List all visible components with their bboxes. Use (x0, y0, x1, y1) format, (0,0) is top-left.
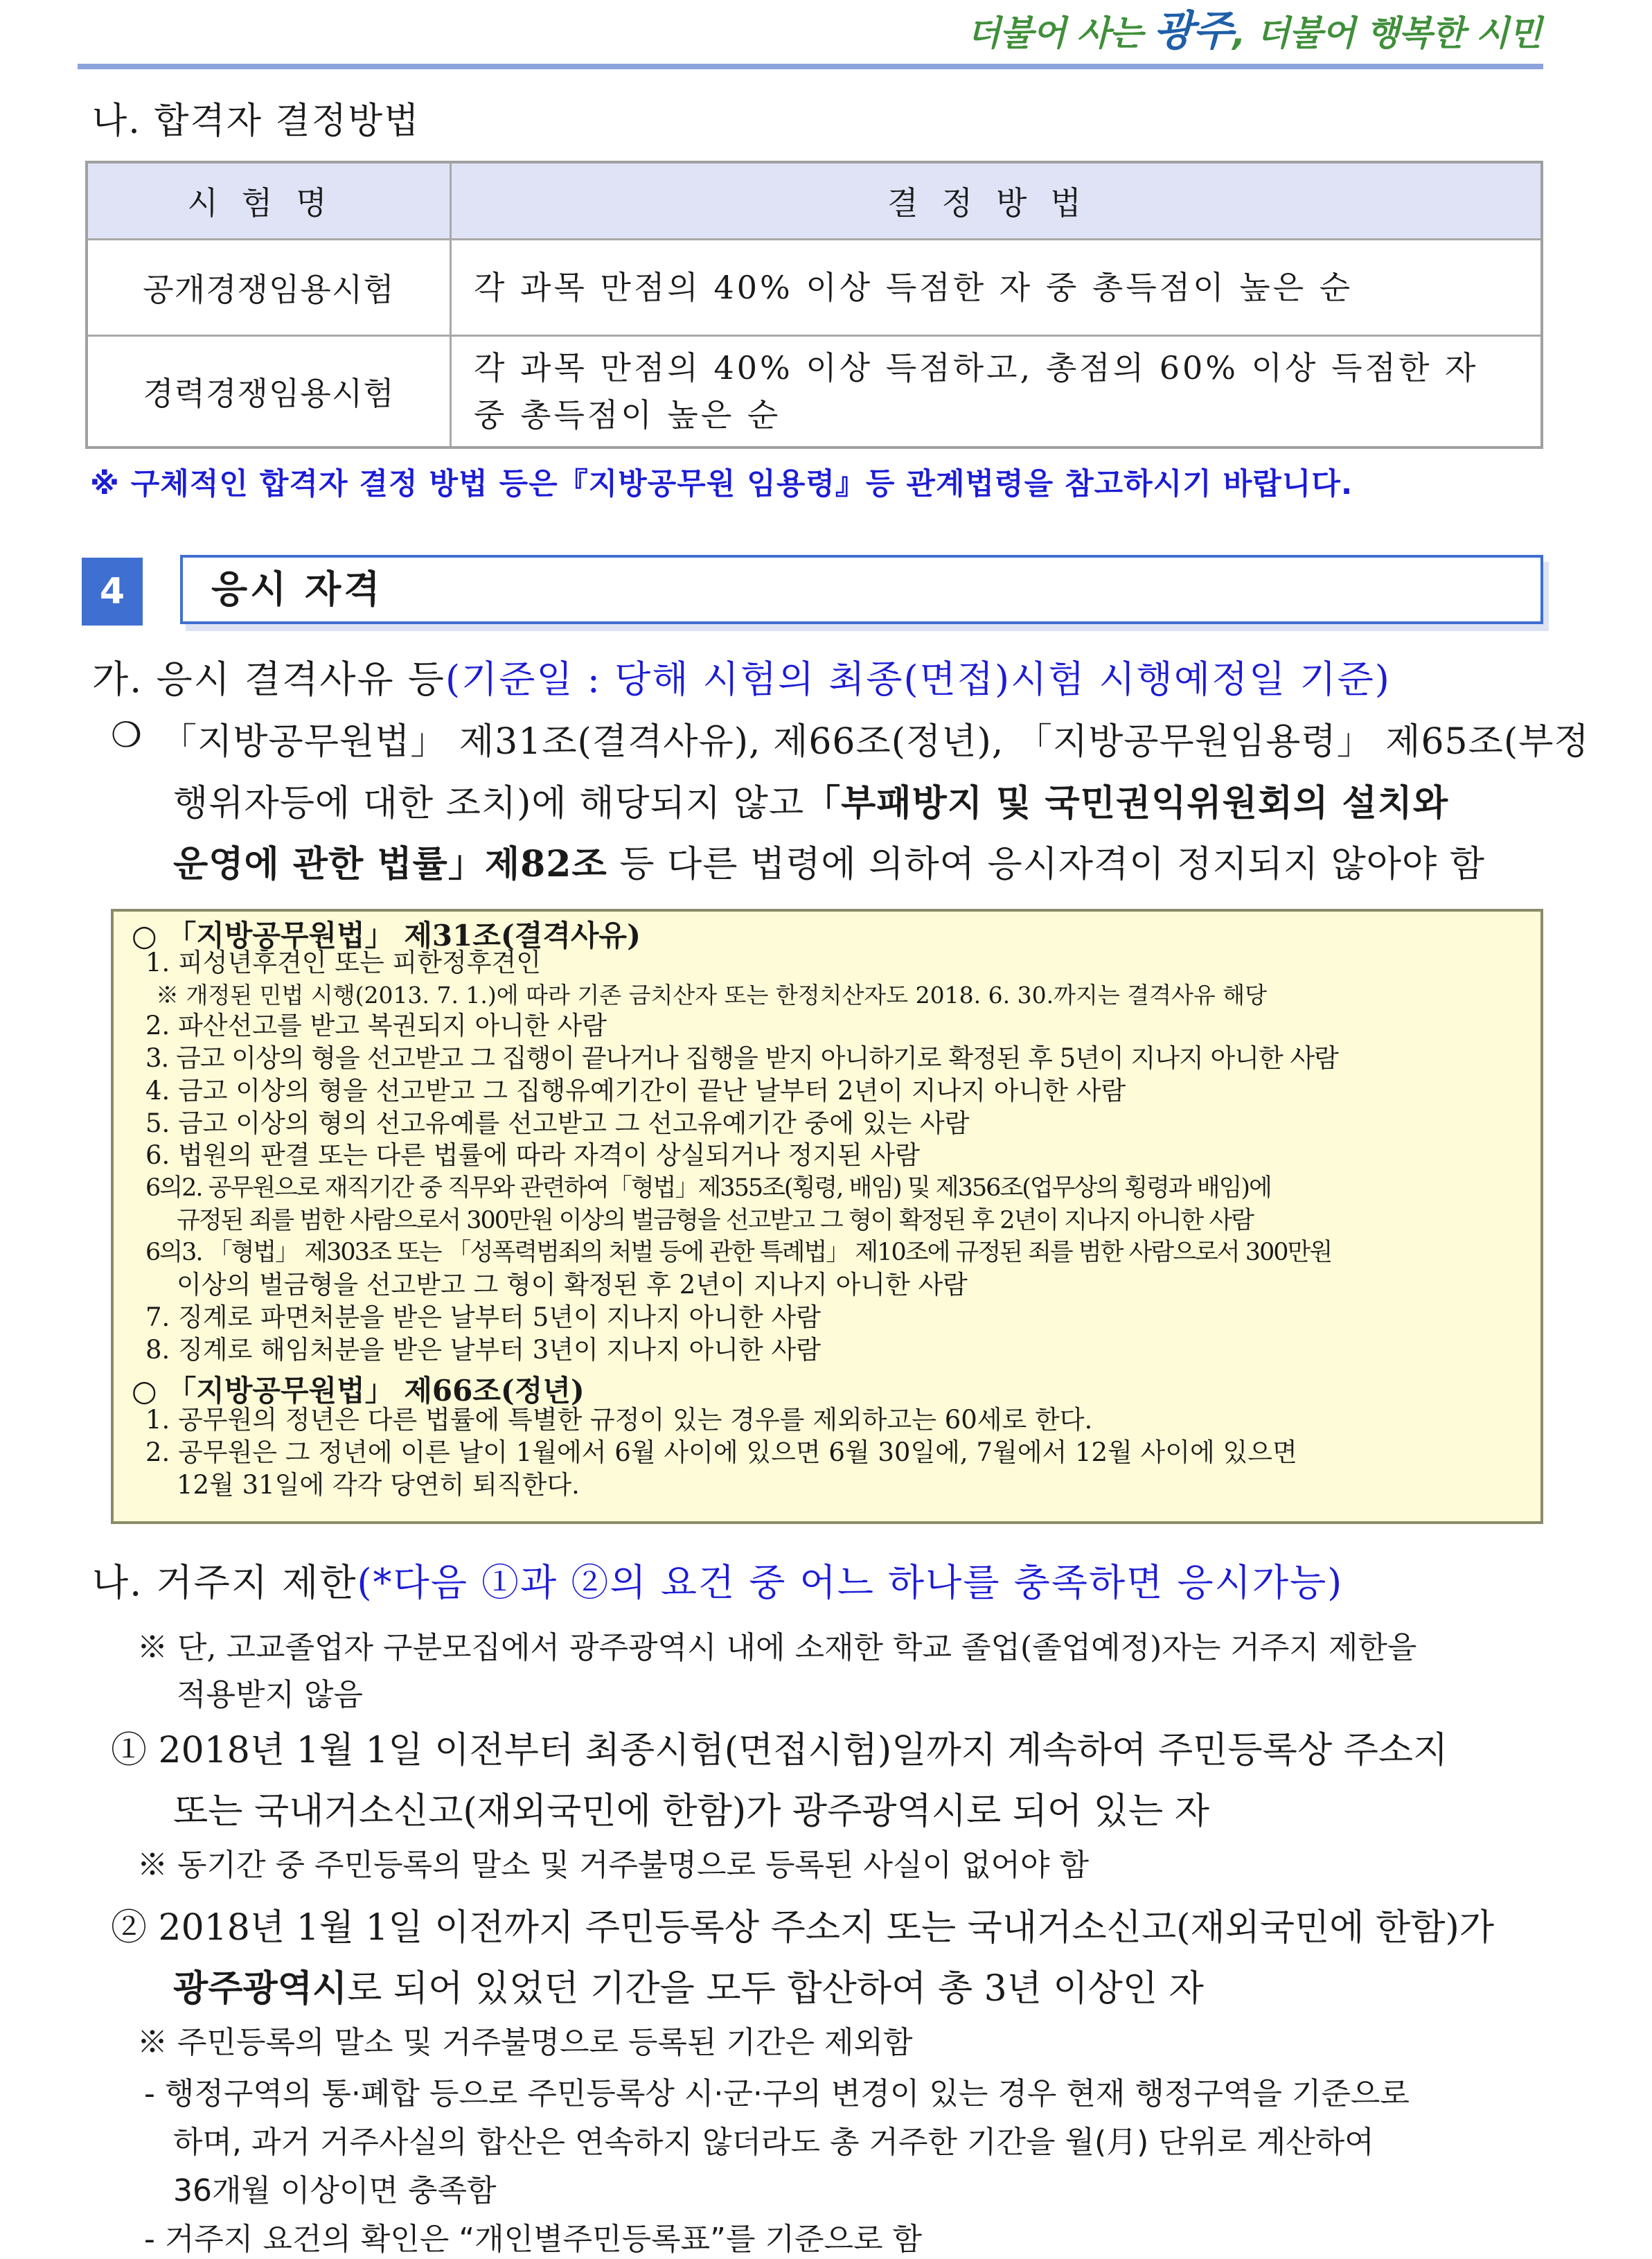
box-line: 6. 법원의 판결 또는 다른 법률에 따라 자격이 상실되거나 정지된 사람 (145, 1140, 920, 1170)
section-title-pass-decision: 나. 합격자 결정방법 (92, 100, 420, 142)
box-line: 6의3. 「형법」 제303조 또는 「성폭력범죄의 처벌 등에 관한 특례법」 제10조에 규정된 죄를 범한 사람으로서 300만원 (145, 1239, 1332, 1266)
condition-1: 또는 국내거소신고(재외국민에 한함)가 광주광역시로 되어 있는 자 (173, 1791, 1210, 1832)
section-title: 응시 자격 (211, 567, 383, 611)
residence-note: ※ 단, 고교졸업자 구분모집에서 광주광역시 내에 소재한 학교 졸업(졸업예정)자는 거주지 제한을 (137, 1630, 1417, 1665)
box-line: 이상의 벌금형을 선고받고 그 형이 확정된 후 2년이 지나지 아니한 사람 (177, 1270, 968, 1300)
condition-1-note: ※ 동기간 중 주민등록의 말소 및 거주불명으로 등록된 사실이 없어야 함 (137, 1848, 1089, 1883)
subsection-title-text: 가. 응시 결격사유 등 (92, 657, 445, 701)
table-cell-method: 각 과목 만점의 40% 이상 득점한 자 중 총득점이 높은 순 (451, 240, 1543, 336)
detail-line: - 행정구역의 통·폐합 등으로 주민등록상 시·군·구의 변경이 있는 경우 현재 행정구역을 기준으로 (144, 2076, 1410, 2111)
box-line: 1. 피성년후견인 또는 피한정후견인 (145, 948, 541, 977)
box-line: 6의2. 공무원으로 재직기간 중 직무와 관련하여「형법」제355조(횡령, 배임) 및 제356조(업무상의 횡령과 배임)에 (145, 1174, 1271, 1202)
box-line: 2. 공무원은 그 정년에 이른 날이 1월에서 6월 사이에 있으면 6월 30일에, 7월에서 12월 사이에 있으면 (145, 1437, 1297, 1467)
box-line: ※ 개정된 민법 시행(2013. 7. 1.)에 따라 기존 금치산자 또는 한정치산자도 2018. 6. 30.까지는 결격사유 해당 (156, 982, 1267, 1009)
table-cell-exam: 공개경쟁임용시험 (87, 240, 451, 336)
box-line: 규정된 죄를 범한 사람으로서 300만원 이상의 벌금형을 선고받고 그 형이 확정된 후 2년이 지나지 아니한 사람 (177, 1207, 1253, 1234)
box-line: 5. 금고 이상의 형의 선고유예를 선고받고 그 선고유예기간 중에 있는 사람 (145, 1108, 970, 1138)
header-slogan: 더불어 사는 광주, 더불어 행복한 시민 (967, 7, 1541, 55)
subsection-condition: (*다음 ①과 ②의 요건 중 어느 하나를 충족하면 응시가능) (357, 1561, 1344, 1604)
residence-note: 적용받지 않음 (177, 1677, 364, 1712)
subsection-title-disqualification (92, 650, 1391, 703)
box-heading: ○ 「지방공무원법」 제66조(정년) (132, 1374, 585, 1408)
detail-line: 36개월 이상이면 충족함 (173, 2173, 497, 2208)
pass-decision-table (85, 161, 1543, 449)
box-line: 12월 31일에 각각 당연히 퇴직한다. (177, 1470, 580, 1500)
box-line: 4. 금고 이상의 형을 선고받고 그 집행유예기간이 끝난 날부터 2년이 지나지 아니한 사람 (145, 1076, 1126, 1106)
subsection-criteria: (기준일 : 당해 시험의 최종(면접)시험 시행예정일 기준) (445, 657, 1391, 701)
table-cell-exam: 경력경쟁임용시험 (87, 336, 451, 448)
bullet-line: 운영에 관한 법률」제82조 등 다른 법령에 의하여 응시자격이 정지되지 않아야 함 (173, 843, 1486, 885)
bullet-icon: ❍ (111, 715, 142, 755)
law-name-bold: 운영에 관한 법률」 (173, 844, 485, 885)
table-header-exam: 시험명 (87, 162, 451, 240)
city-name-bold: 광주광역시 (173, 1968, 348, 2010)
box-line: 8. 징계로 해임처분을 받은 날부터 3년이 지나지 아니한 사람 (145, 1335, 821, 1365)
condition-2: ② 2018년 1월 1일 이전까지 주민등록상 주소지 또는 국내거소신고(재외국민에 한함)가 (111, 1907, 1495, 1949)
bullet-line: 「지방공무원법」 제31조(결격사유), 제66조(정년), 「지방공무원임용령」 제65조(부정 (161, 721, 1590, 763)
subsection-title-text: 나. 거주지 제한 (92, 1561, 357, 1604)
table-cell-method (451, 336, 1543, 448)
detail-line: 하며, 과거 거주사실의 합산은 연속하지 않더라도 총 거주한 기간을 월(月) 단위로 계산하여 (173, 2125, 1374, 2160)
condition-2: 광주광역시로 되어 있었던 기간을 모두 합산하여 총 3년 이상인 자 (173, 1968, 1204, 2010)
subsection-title-residence (92, 1553, 1343, 1606)
box-heading: ○ 「지방공무원법」 제31조(결격사유) (132, 919, 641, 953)
method-line: 중 총득점이 높은 순 (474, 396, 781, 434)
box-line: 1. 공무원의 정년은 다른 법률에 특별한 규정이 있는 경우를 제외하고는 60세로 한다. (145, 1405, 1093, 1435)
pass-decision-note: ※ 구체적인 합격자 결정 방법 등은『지방공무원 임용령』등 관계법령을 참고하시기 바랍니다. (90, 467, 1353, 502)
section-number-badge: 4 (82, 558, 143, 626)
box-line: 3. 금고 이상의 형을 선고받고 그 집행이 끝나거나 집행을 받지 아니하기로 확정된 후 5년이 지나지 아니한 사람 (145, 1043, 1338, 1073)
law-name-bold: 「부패방지 및 국민권익위원회의 설치와 (804, 783, 1449, 824)
section-title-box (180, 555, 1543, 624)
table-row (87, 240, 1542, 336)
bullet-line: 행위자등에 대한 조치)에 해당되지 않고「부패방지 및 국민권익위원회의 설치와 (173, 783, 1449, 824)
detail-line: - 거주지 요건의 확인은 “개인별주민등록표”를 기준으로 함 (144, 2222, 922, 2257)
method-line: 각 과목 만점의 40% 이상 득점하고, 총점의 60% 이상 득점한 자 (474, 349, 1479, 387)
box-line: 2. 파산선고를 받고 복권되지 아니한 사람 (145, 1011, 607, 1040)
table-header-method: 결정방법 (451, 162, 1543, 240)
table-row (87, 336, 1542, 448)
condition-1: ① 2018년 1월 1일 이전부터 최종시험(면접시험)일까지 계속하여 주민등록상 주소지 (111, 1730, 1448, 1771)
table-header-row (87, 162, 1542, 240)
box-line: 7. 징계로 파면처분을 받은 날부터 5년이 지나지 아니한 사람 (145, 1302, 821, 1332)
header-rule (78, 64, 1543, 69)
condition-2-note: ※ 주민등록의 말소 및 거주불명으로 등록된 기간은 제외함 (137, 2025, 913, 2060)
